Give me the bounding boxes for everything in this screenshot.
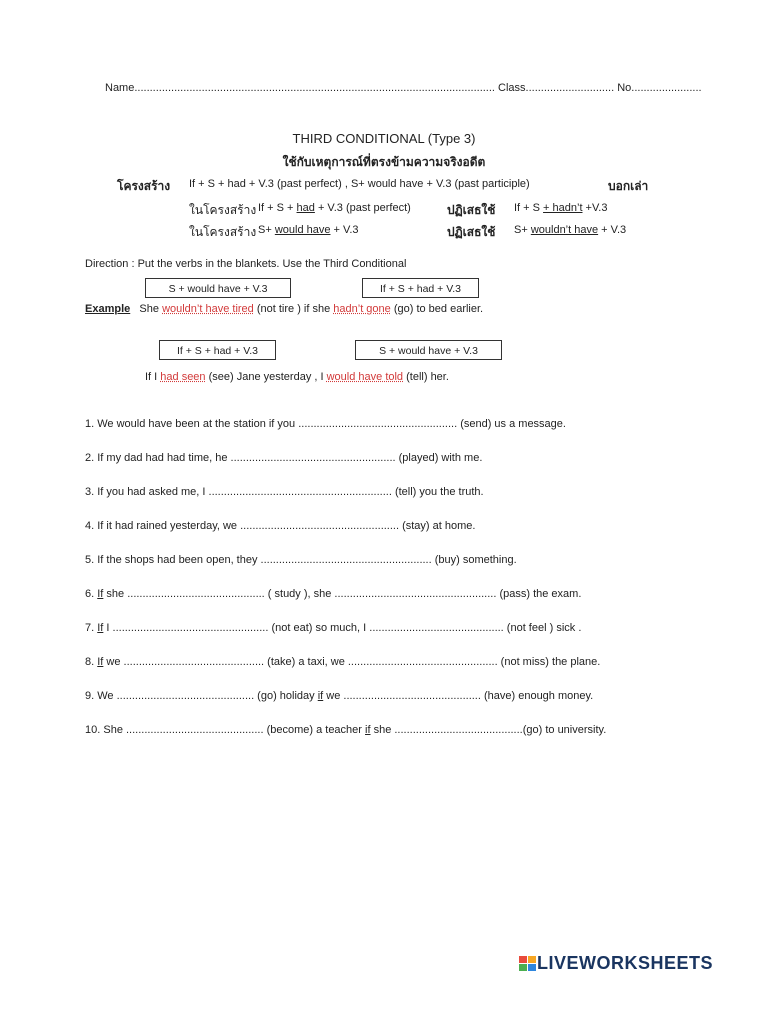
direction-text: Direction : Put the verbs in the blankets. Use the Third Conditional xyxy=(85,258,407,270)
structure-label-3: ในโครงสร้าง xyxy=(189,225,257,239)
negative-label-3: ปฏิเสธใช้ xyxy=(447,225,496,239)
example-answer: hadn’t gone xyxy=(333,303,391,315)
question-item: 4. If it had rained yesterday, we .................................................... (stay) at home. xyxy=(85,520,476,532)
question-item: 1. We would have been at the station if you .................................................... (send) us a message. xyxy=(85,418,566,430)
question-item: 6. If she ............................................. ( study ), she ..................................................... (pass) the exam. xyxy=(85,588,582,600)
example-answer: wouldn’t have tired xyxy=(162,303,254,315)
liveworksheets-logo-icon xyxy=(519,956,537,972)
structure-label: โครงสร้าง xyxy=(117,179,171,193)
main-clause-formula: S+ would have + V.3 xyxy=(258,224,359,236)
liveworksheets-logo xyxy=(519,953,713,974)
question-item: 2. If my dad had had time, he ...................................................... (played) with me. xyxy=(85,452,483,464)
structure-formula: If + S + had + V.3 (past perfect) , S+ would have + V.3 (past participle) xyxy=(189,178,530,190)
example-sentence-1: Example She wouldn’t have tired (not tire ) if she hadn’t gone (go) to bed earlier. xyxy=(85,303,484,315)
name-class-number-line: Name...................................................................................................................... Class............................. No....................... xyxy=(105,82,702,94)
negative-if-formula: If + S + hadn’t +V.3 xyxy=(514,202,608,214)
question-item: 8. If we .............................................. (take) a taxi, we ................................................. (not miss) the plane. xyxy=(85,656,601,668)
formula-box-if-clause: If + S + had + V.3 xyxy=(159,340,276,360)
question-item: 10. She ............................................. (become) a teacher if she ..........................................(go) to university. xyxy=(85,724,607,736)
formula-box-main-clause: S + would have + V.3 xyxy=(355,340,502,360)
negative-main-formula: S+ wouldn’t have + V.3 xyxy=(514,224,627,236)
negative-label-2: ปฏิเสธใช้ xyxy=(447,203,496,217)
if-clause-formula: If + S + had + V.3 (past perfect) xyxy=(258,202,411,214)
question-item: 5. If the shops had been open, they ........................................................ (buy) something. xyxy=(85,554,517,566)
page-title: THIRD CONDITIONAL (Type 3) xyxy=(292,131,476,146)
example-sentence-2: If I had seen (see) Jane yesterday , I would have told (tell) her. xyxy=(145,371,449,383)
logo-wordmark: LIVEWORKSHEETS xyxy=(537,953,714,973)
affirmative-tag: บอกเล่า xyxy=(608,179,649,193)
formula-box-if-clause: If + S + had + V.3 xyxy=(362,278,479,298)
page-subtitle: ใช้กับเหตุการณ์ที่ตรงข้ามความจริงอดีต xyxy=(282,155,486,169)
example-label: Example xyxy=(85,303,131,315)
structure-label-2: ในโครงสร้าง xyxy=(189,203,257,217)
question-item: 3. If you had asked me, I ............................................................ (tell) you the truth. xyxy=(85,486,484,498)
example-answer: had seen xyxy=(160,371,206,383)
example-answer: would have told xyxy=(326,371,404,383)
question-item: 7. If I ................................................... (not eat) so much, I ............................................ (not feel ) sick . xyxy=(85,622,582,634)
question-item: 9. We ............................................. (go) holiday if we ............................................. (have) enough money. xyxy=(85,690,594,702)
formula-box-main-clause: S + would have + V.3 xyxy=(145,278,291,298)
